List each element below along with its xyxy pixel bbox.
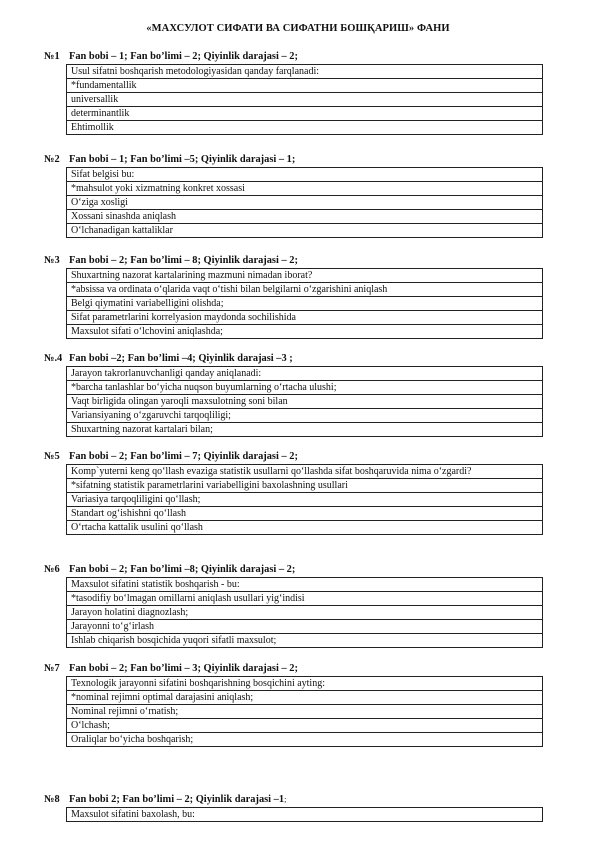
question-text: Maxsulot sifatini statistik boshqarish - bu:: [67, 578, 543, 592]
answer-option: universallik: [67, 93, 543, 107]
question-text: Komp`yuterni keng qo‘llash evaziga statistik usullarni qo‘llashda sifat boshqaruvida nima o‘zgardi?: [67, 465, 543, 479]
question-number: №5: [44, 451, 60, 462]
question-header: [44, 563, 546, 577]
question-block-7: [44, 662, 546, 747]
answer-option: Ishlab chiqarish bosqichida yuqori sifatli maxsulot;: [67, 634, 543, 648]
page-title: «МАХСУЛОТ СИФАТИ ВА СИФАТНИ БОШҚАРИШ» ФАНИ: [146, 23, 450, 34]
answer-option: Jarayonni to‘g‘irlash: [67, 620, 543, 634]
answer-option-correct: *sifatning statistik parametrlarini variabelligini baxolashning usullari: [67, 479, 543, 493]
answer-option-correct: *absissa va ordinata o‘qlarida vaqt o‘tishi bilan belgilarni o‘zgarishini aniqlash: [67, 283, 543, 297]
answer-option: Variansiyaning o‘zgaruvchi tarqoqliligi;: [67, 409, 543, 423]
question-header: [44, 793, 546, 807]
question-meta: Fan bobi – 2; Fan bo’limi – 8; Qiyinlik darajasi – 2;: [69, 255, 298, 266]
answer-option: Standart og‘ishishni qo‘llash: [67, 507, 543, 521]
question-block-1: [44, 50, 546, 135]
answer-table: [66, 64, 543, 135]
question-meta: Fan bobi – 2; Fan bo’limi – 7; Qiyinlik darajasi – 2;: [69, 451, 298, 462]
answer-option: Oraliqlar bo‘yicha boshqarish;: [67, 733, 543, 747]
answer-option: Jarayon holatini diagnozlash;: [67, 606, 543, 620]
answer-option: Belgi qiymatini variabelligini olishda;: [67, 297, 543, 311]
answer-option-correct: *mahsulot yoki xizmatning konkret xossasi: [67, 182, 543, 196]
question-meta: Fan bobi – 2; Fan bo’limi –8; Qiyinlik darajasi – 2;: [69, 564, 296, 575]
question-header: [44, 50, 546, 64]
question-meta: Fan bobi – 2; Fan bo’limi – 3; Qiyinlik darajasi – 2;: [69, 663, 298, 674]
answer-option: Sifat parametrlarini korrelyasion maydonda sochilishida: [67, 311, 543, 325]
question-number: №2: [44, 154, 60, 165]
question-block-8: [44, 793, 546, 822]
question-block-6: [44, 563, 546, 648]
question-number: №1: [44, 51, 60, 62]
question-meta: Fan bobi – 1; Fan bo’limi –5; Qiyinlik darajasi – 1;: [69, 154, 296, 165]
question-number: №8: [44, 794, 60, 805]
question-number: №6: [44, 564, 60, 575]
answer-option-correct: *tasodifiy bo‘lmagan omillarni aniqlash usullari yig‘indisi: [67, 592, 543, 606]
question-number: №3: [44, 255, 60, 266]
answer-option: Xossani sinashda aniqlash: [67, 210, 543, 224]
answer-table: [66, 807, 543, 822]
question-text: Usul sifatni boshqarish metodologiyasidan qanday farqlanadi:: [67, 65, 543, 79]
answer-table: [66, 167, 543, 238]
answer-table: [66, 366, 543, 437]
question-header: [44, 450, 546, 464]
question-text: Jarayon takrorlanuvchanligi qanday aniqlanadi:: [67, 367, 543, 381]
question-text: Sifat belgisi bu:: [67, 168, 543, 182]
question-header: [44, 254, 546, 268]
question-number: №7: [44, 663, 60, 674]
answer-option: Shuxartning nazorat kartalari bilan;: [67, 423, 543, 437]
answer-table: [66, 676, 543, 747]
answer-table: [66, 464, 543, 535]
answer-option: O‘lchanadigan kattaliklar: [67, 224, 543, 238]
question-block-3: [44, 254, 546, 339]
answer-option: determinantlik: [67, 107, 543, 121]
answer-option: O‘ziga xosligi: [67, 196, 543, 210]
question-number: №.4: [44, 353, 63, 364]
question-meta-tail: ;: [284, 795, 287, 804]
answer-table: [66, 577, 543, 648]
answer-option-correct: *nominal rejimni optimal darajasini aniqlash;: [67, 691, 543, 705]
question-meta: Fan bobi –2; Fan bo’limi –4; Qiyinlik darajasi –3 ;: [69, 353, 293, 364]
question-header: [44, 662, 546, 676]
question-block-2: [44, 153, 546, 238]
question-text: Maxsulot sifatini baxolash, bu:: [67, 808, 543, 822]
answer-option: Maxsulot sifati o‘lchovini aniqlashda;: [67, 325, 543, 339]
answer-table: [66, 268, 543, 339]
answer-option: Vaqt birligida olingan yaroqli maxsulotning soni bilan: [67, 395, 543, 409]
answer-option: Variasiya tarqoqliligini qo‘llash;: [67, 493, 543, 507]
question-block-5: [44, 450, 546, 535]
question-text: Texnologik jarayonni sifatini boshqarishning bosqichini ayting:: [67, 677, 543, 691]
question-text: Shuxartning nazorat kartalarining mazmuni nimadan iborat?: [67, 269, 543, 283]
answer-option-correct: *barcha tanlashlar bo‘yicha nuqson buyumlarning o‘rtacha ulushi;: [67, 381, 543, 395]
answer-option: O‘rtacha kattalik usulini qo‘llash: [67, 521, 543, 535]
question-block-4: [44, 352, 546, 437]
question-header: [44, 352, 546, 366]
answer-option-correct: *fundamentallik: [67, 79, 543, 93]
question-header: [44, 153, 546, 167]
answer-option: Ehtimollik: [67, 121, 543, 135]
answer-option: Nominal rejimni o‘rnatish;: [67, 705, 543, 719]
question-meta: Fan bobi 2; Fan bo’limi – 2; Qiyinlik darajasi –1: [69, 794, 285, 805]
question-meta: Fan bobi – 1; Fan bo’limi – 2; Qiyinlik darajasi – 2;: [69, 51, 298, 62]
answer-option: O‘lchash;: [67, 719, 543, 733]
